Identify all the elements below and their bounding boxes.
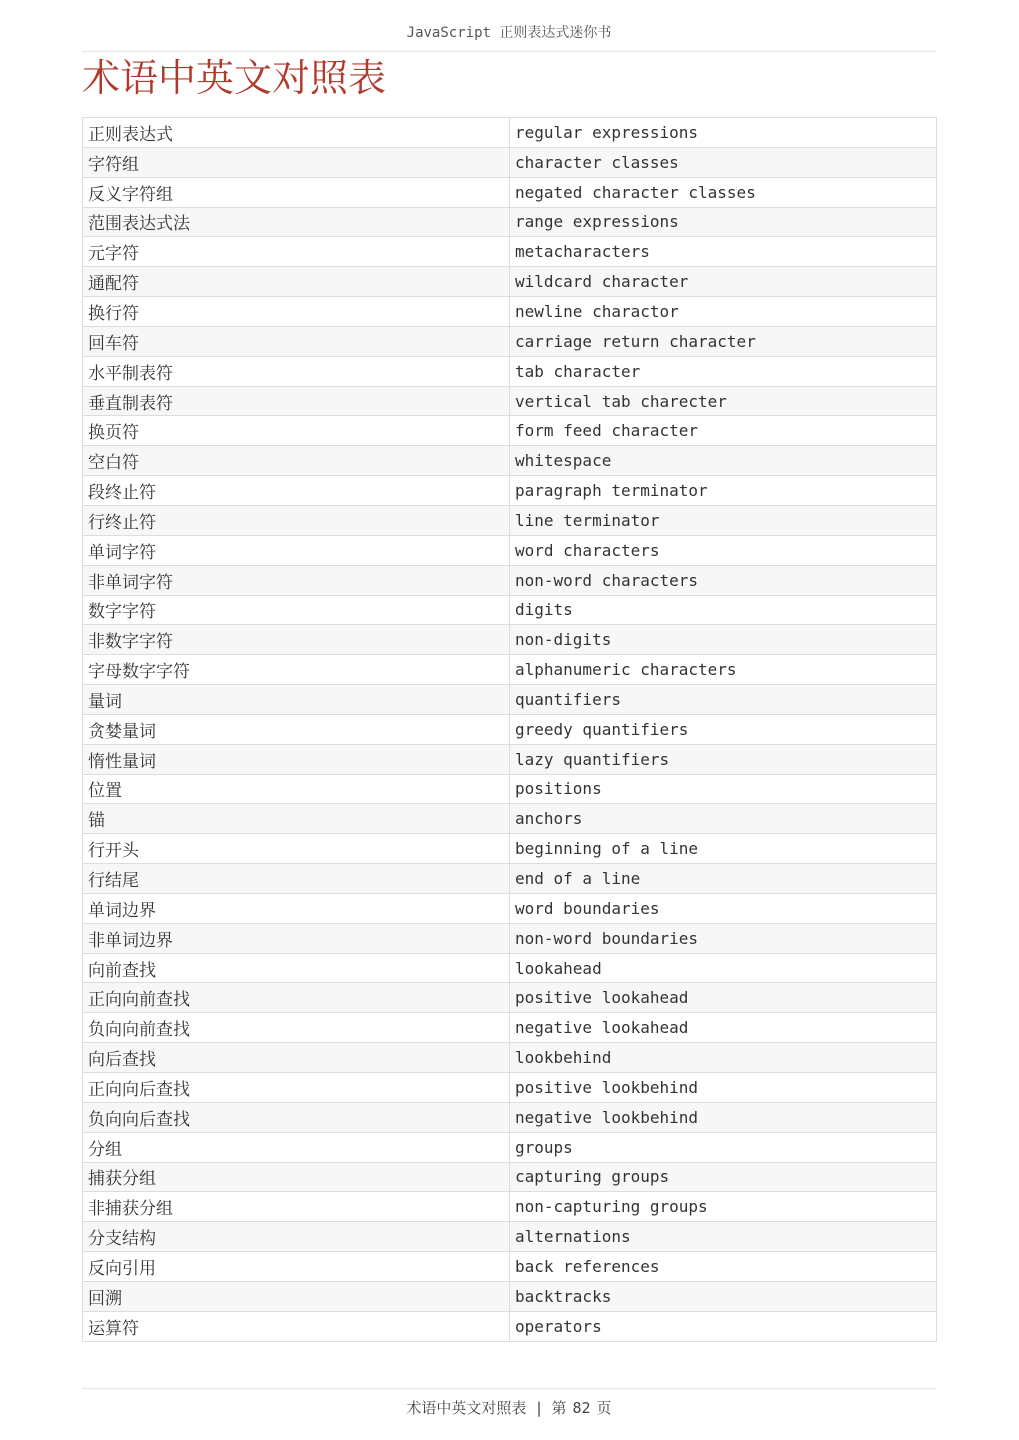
term-english: non-word characters	[510, 565, 937, 595]
term-chinese: 单词字符	[83, 535, 510, 565]
table-row	[83, 147, 937, 177]
term-chinese: 行开头	[83, 834, 510, 864]
table-row	[83, 416, 937, 446]
term-chinese: 正则表达式	[83, 118, 510, 148]
term-chinese: 正向向后查找	[83, 1073, 510, 1103]
term-chinese: 字母数字字符	[83, 655, 510, 685]
term-chinese: 通配符	[83, 267, 510, 297]
term-english: character classes	[510, 147, 937, 177]
term-chinese: 向前查找	[83, 953, 510, 983]
table-row	[83, 535, 937, 565]
term-english: newline charactor	[510, 297, 937, 327]
table-row	[83, 1252, 937, 1282]
term-chinese: 垂直制表符	[83, 386, 510, 416]
term-chinese: 范围表达式法	[83, 207, 510, 237]
footer-section-title: 术语中英文对照表	[406, 1399, 527, 1417]
table-row	[83, 505, 937, 535]
table-row	[83, 177, 937, 207]
table-row	[83, 685, 937, 715]
term-english: positive lookahead	[510, 983, 937, 1013]
term-english: form feed character	[510, 416, 937, 446]
page-header	[82, 20, 936, 52]
term-chinese: 数字字符	[83, 595, 510, 625]
term-english: non-digits	[510, 625, 937, 655]
table-row	[83, 804, 937, 834]
term-chinese: 分支结构	[83, 1222, 510, 1252]
glossary-body	[83, 118, 937, 1342]
table-row	[83, 983, 937, 1013]
term-english: non-capturing groups	[510, 1192, 937, 1222]
term-chinese: 元字符	[83, 237, 510, 267]
term-english: paragraph terminator	[510, 476, 937, 506]
term-english: negative lookahead	[510, 1013, 937, 1043]
table-row	[83, 655, 937, 685]
table-row	[83, 595, 937, 625]
term-chinese: 向后查找	[83, 1043, 510, 1073]
table-row	[83, 1311, 937, 1341]
table-row	[83, 446, 937, 476]
term-chinese: 运算符	[83, 1311, 510, 1341]
term-chinese: 锚	[83, 804, 510, 834]
table-row	[83, 1162, 937, 1192]
term-english: alternations	[510, 1222, 937, 1252]
term-english: positive lookbehind	[510, 1073, 937, 1103]
book-title: JavaScript 正则表达式迷你书	[406, 25, 612, 41]
term-chinese: 行结尾	[83, 864, 510, 894]
page-number: 82	[572, 1399, 591, 1417]
term-chinese: 负向向后查找	[83, 1102, 510, 1132]
term-english: back references	[510, 1252, 937, 1282]
term-chinese: 非数字字符	[83, 625, 510, 655]
table-row	[83, 237, 937, 267]
term-english: end of a line	[510, 864, 937, 894]
page-suffix: 页	[596, 1399, 612, 1417]
term-english: word characters	[510, 535, 937, 565]
table-row	[83, 476, 937, 506]
term-english: wildcard character	[510, 267, 937, 297]
table-row	[83, 625, 937, 655]
glossary-table	[82, 117, 937, 1342]
term-chinese: 量词	[83, 685, 510, 715]
table-row	[83, 893, 937, 923]
term-chinese: 分组	[83, 1132, 510, 1162]
table-row	[83, 864, 937, 894]
table-row	[83, 326, 937, 356]
table-row	[83, 297, 937, 327]
term-english: range expressions	[510, 207, 937, 237]
term-english: whitespace	[510, 446, 937, 476]
term-english: regular expressions	[510, 118, 937, 148]
term-english: operators	[510, 1311, 937, 1341]
table-row	[83, 953, 937, 983]
term-chinese: 回车符	[83, 326, 510, 356]
term-chinese: 行终止符	[83, 505, 510, 535]
term-english: lazy quantifiers	[510, 744, 937, 774]
term-english: negative lookbehind	[510, 1102, 937, 1132]
table-row	[83, 267, 937, 297]
term-english: tab character	[510, 356, 937, 386]
term-english: non-word boundaries	[510, 923, 937, 953]
term-chinese: 换页符	[83, 416, 510, 446]
term-english: digits	[510, 595, 937, 625]
term-chinese: 位置	[83, 774, 510, 804]
term-english: greedy quantifiers	[510, 714, 937, 744]
term-chinese: 空白符	[83, 446, 510, 476]
term-english: backtracks	[510, 1281, 937, 1311]
term-english: lookahead	[510, 953, 937, 983]
term-chinese: 水平制表符	[83, 356, 510, 386]
table-row	[83, 386, 937, 416]
page-footer	[82, 1388, 936, 1425]
term-english: beginning of a line	[510, 834, 937, 864]
term-chinese: 贪婪量词	[83, 714, 510, 744]
term-chinese: 反义字符组	[83, 177, 510, 207]
table-row	[83, 923, 937, 953]
term-chinese: 换行符	[83, 297, 510, 327]
table-row	[83, 1043, 937, 1073]
page-title: 术语中英文对照表	[82, 56, 387, 100]
table-row	[83, 1102, 937, 1132]
term-english: alphanumeric characters	[510, 655, 937, 685]
footer-separator: |	[534, 1399, 544, 1417]
table-row	[83, 565, 937, 595]
term-english: lookbehind	[510, 1043, 937, 1073]
term-english: line terminator	[510, 505, 937, 535]
term-chinese: 非单词边界	[83, 923, 510, 953]
table-row	[83, 774, 937, 804]
term-english: metacharacters	[510, 237, 937, 267]
term-chinese: 正向向前查找	[83, 983, 510, 1013]
term-english: carriage return character	[510, 326, 937, 356]
table-row	[83, 1222, 937, 1252]
table-row	[83, 1073, 937, 1103]
term-english: quantifiers	[510, 685, 937, 715]
table-row	[83, 714, 937, 744]
term-chinese: 段终止符	[83, 476, 510, 506]
table-row	[83, 834, 937, 864]
term-english: positions	[510, 774, 937, 804]
term-chinese: 非单词字符	[83, 565, 510, 595]
term-english: groups	[510, 1132, 937, 1162]
table-row	[83, 207, 937, 237]
table-row	[83, 744, 937, 774]
term-chinese: 惰性量词	[83, 744, 510, 774]
page-prefix: 第	[551, 1399, 567, 1417]
table-row	[83, 1132, 937, 1162]
term-chinese: 负向向前查找	[83, 1013, 510, 1043]
table-row	[83, 1281, 937, 1311]
table-row	[83, 356, 937, 386]
term-chinese: 回溯	[83, 1281, 510, 1311]
term-english: capturing groups	[510, 1162, 937, 1192]
term-english: anchors	[510, 804, 937, 834]
term-chinese: 字符组	[83, 147, 510, 177]
term-chinese: 单词边界	[83, 893, 510, 923]
term-chinese: 捕获分组	[83, 1162, 510, 1192]
table-row	[83, 1013, 937, 1043]
term-english: word boundaries	[510, 893, 937, 923]
table-row	[83, 118, 937, 148]
term-english: negated character classes	[510, 177, 937, 207]
table-row	[83, 1192, 937, 1222]
term-english: vertical tab charecter	[510, 386, 937, 416]
term-chinese: 非捕获分组	[83, 1192, 510, 1222]
term-chinese: 反向引用	[83, 1252, 510, 1282]
